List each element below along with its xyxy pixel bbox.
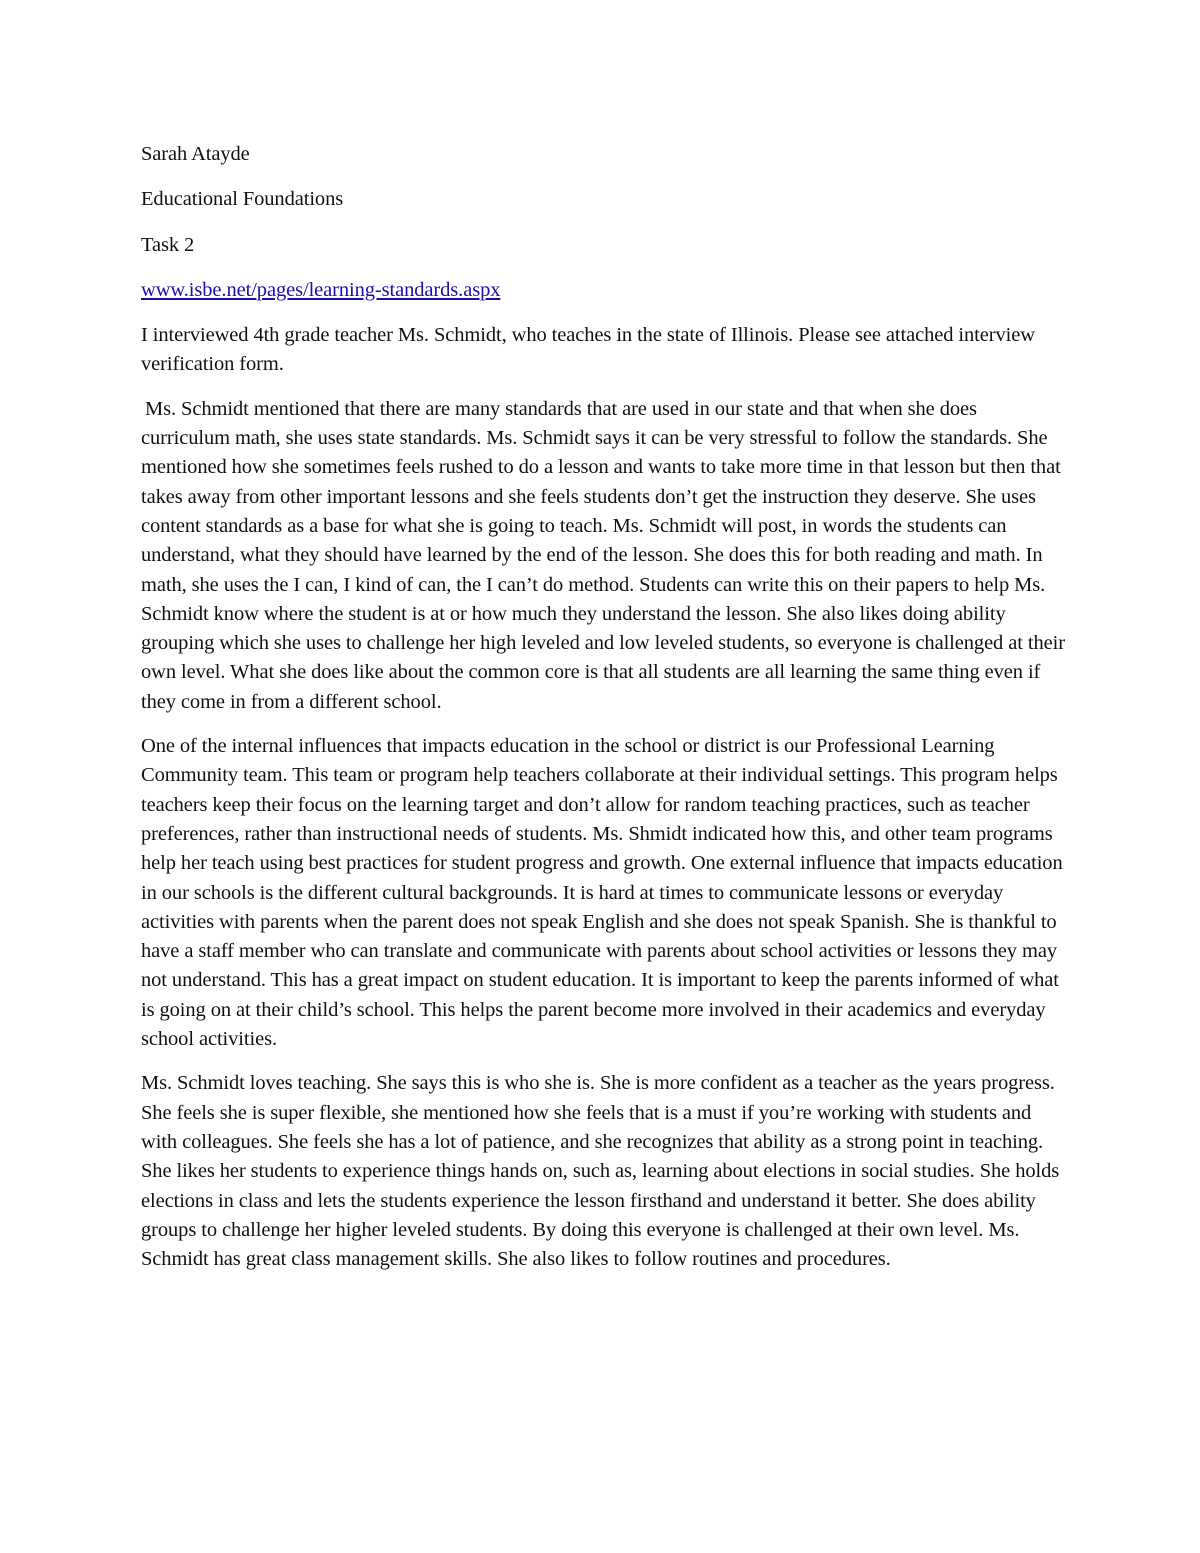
author-name: Sarah Atayde — [141, 143, 250, 165]
document-content — [141, 140, 1066, 1289]
course-name: Educational Foundations — [141, 188, 344, 211]
task-label: Task 2 — [141, 233, 195, 256]
paragraph-influences: One of the internal influences that impacts education in the school or district is our Professional Learning Community team. This team or program help teachers collaborate at their individual settings. This program helps teachers keep their focus on the learning target and don’t allow for random teaching practices, such as teacher preferences, rather than instructional needs of students. Ms. Shmidt indicated how this, and other team programs help her teach using best practices for student progress and growth. One external influence that impacts education in our schools is the different cultural backgrounds. It is hard at times to communicate lessons or everyday activities with parents when the parent does not speak English and she does not speak Spanish. She is thankful to have a staff member who can translate and communicate with parents about school activities or lessons they may not understand. This has a great impact on student education. It is important to keep the parents informed of what is going on at their child’s school. This helps the parent become more involved in their academics and everyday school activities. — [141, 735, 1063, 1051]
reference-link-line — [141, 276, 1066, 305]
paragraph-intro: I interviewed 4th grade teacher Ms. Schmidt, who teaches in the state of Illinois. Please see attached interview verification form. — [141, 324, 1035, 376]
paragraph-teaching: Ms. Schmidt loves teaching. She says this is who she is. She is more confident as a teacher as the years progress. She feels she is super flexible, she mentioned how she feels that is a must if you’re working with students and with colleagues. She feels she has a lot of patience, and she recognizes that ability as a strong point in teaching. She likes her students to experience things hands on, such as, learning about elections in social studies. She holds elections in class and lets the students experience the lesson firsthand and understand it better. She does ability groups to challenge her higher leveled students. By doing this everyone is challenged at their own level. Ms. Schmidt has great class management skills. She also likes to follow routines and procedures. — [141, 1072, 1060, 1271]
reference-link[interactable]: www.isbe.net/pages/learning-standards.aspx — [141, 278, 501, 301]
paragraph-standards: Ms. Schmidt mentioned that there are many standards that are used in our state and that when she does curriculum math, she uses state standards. Ms. Schmidt says it can be very stressful to follow the standards. She mentioned how she sometimes feels rushed to do a lesson and wants to take more time in that lesson but then that takes away from other important lessons and she feels students don’t get the instruction they deserve. She uses content standards as a base for what she is going to teach. Ms. Schmidt will post, in words the students can understand, what they should have learned by the end of the lesson. She does this for both reading and math. In math, she uses the I can, I kind of can, the I can’t do method. Students can write this on their papers to help Ms. Schmidt know where the student is at or how much they understand the lesson. She also likes doing ability grouping which she uses to challenge her high leveled and low leveled students, so everyone is challenged at their own level. What she does like about the common core is that all students are all learning the same thing even if they come in from a different school. — [141, 397, 1065, 713]
